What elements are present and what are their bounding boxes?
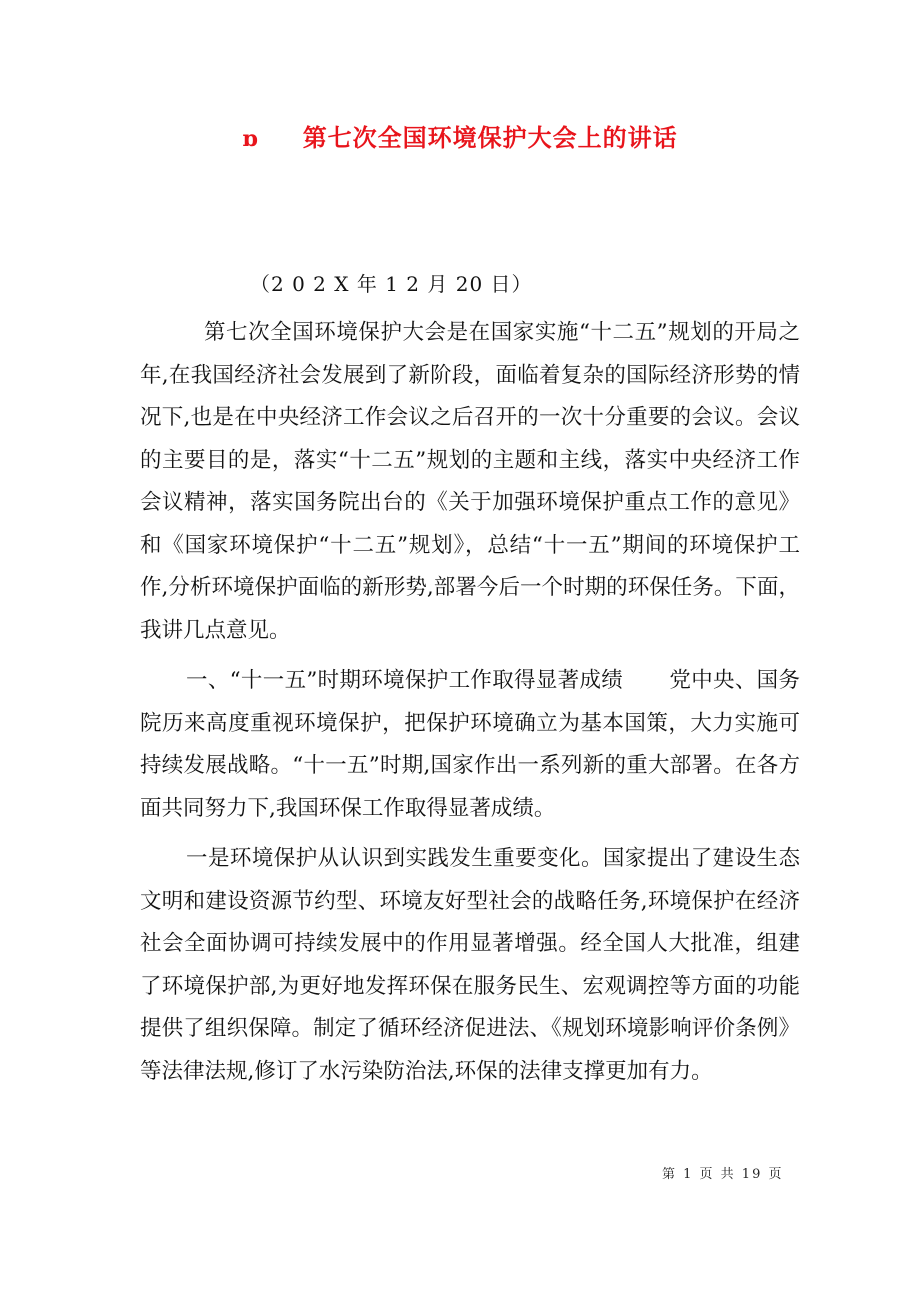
section1-heading: 一、“十一五”时期环境保护工作取得显著成绩: [186, 668, 624, 693]
speech-date: （2 0 2 X 年 1 2 月 20 日）: [250, 272, 533, 296]
title-mark: ɒ: [242, 126, 259, 152]
page-footer: 第 1 页 共 19 页: [662, 1167, 784, 1182]
section1-body: 党中央、国务院历来高度重视环境保护，把保护环境确立为基本国策，大力实施可持续发展战略。“十一五”时期,国家作出一系列新的重大部署。在各方面共同努力下,我国环保工作取得显著成绩。: [140, 668, 800, 821]
paragraph-section1: [140, 660, 800, 830]
document-title: 第七次全国环境保护大会上的讲话: [302, 123, 678, 152]
document-title-row: [0, 118, 920, 153]
paragraph-point1: 一是环境保护从认识到实践发生重要变化。国家提出了建设生态文明和建设资源节约型、环境友好型社会的战略任务,环境保护在经济社会全面协调可持续发展中的作用显著增强。经全国人大批准，组建了环境保护部,为更好地发挥环保在服务民生、宏观调控等方面的功能提供了组织保障。制定了循环经济促进法、《规划环境影响评价条例》等法律法规,修订了水污染防治法,环保的法律支撑更加有力。: [140, 846, 800, 1084]
paragraph-intro: 第七次全国环境保护大会是在国家实施“十二五”规划的开局之年,在我国经济社会发展到了新阶段，面临着复杂的国际经济形势的情况下,也是在中央经济工作会议之后召开的一次十分重要的会议。会议的主要目的是，落实“十二五”规划的主题和主线，落实中央经济工作会议精神，落实国务院出台的《关于加强环境保护重点工作的意见》和《国家环境保护“十二五”规划》，总结“十一五”期间的环境保护工作,分析环境保护面临的新形势,部署今后一个时期的环保任务。下面，我讲几点意见。: [140, 320, 800, 643]
document-body: [140, 312, 800, 1093]
